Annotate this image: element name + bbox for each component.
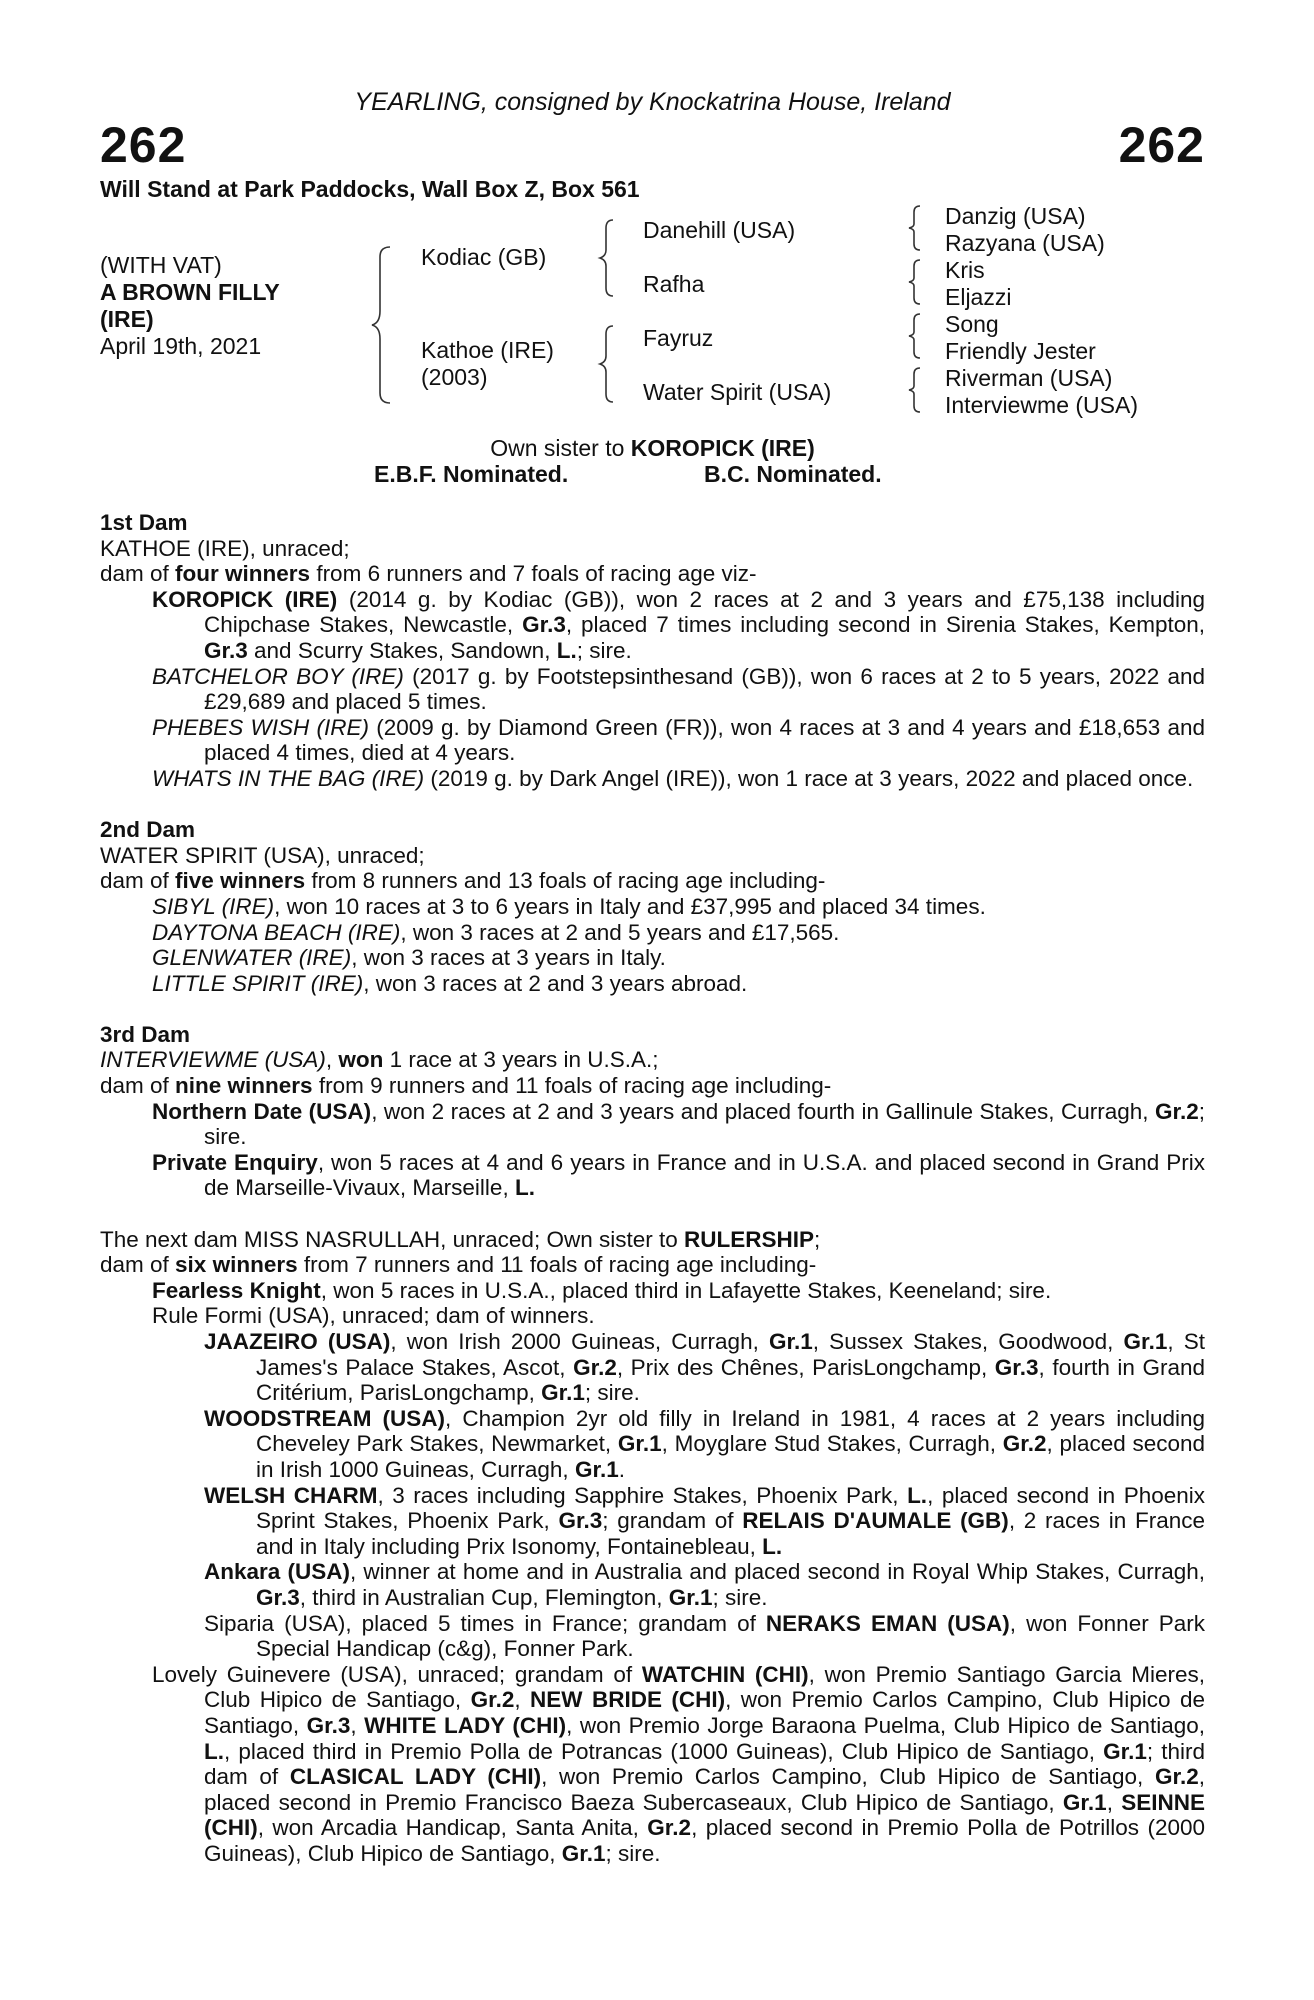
progeny-ankara: Ankara (USA), winner at home and in Australia and placed second in Royal Whip Stakes, Curragh, Gr.3, third in Australian Cup, Flemington, Gr.1; sire. bbox=[204, 1559, 1206, 1610]
pedigree-sire-dam: Rafha bbox=[643, 271, 705, 297]
dam-family-text: 1st Dam KATHOE (IRE), unraced; dam of four winners from 6 runners and 7 foals of racing age viz- KOROPICK (IRE) (2014 g. by Kodiac (GB)), won 2 races at 2 and 3 years and £75,138 including Chipchase Stakes, Newcastle, Gr.3, placed 7 times including second in Sirenia Stakes, Kempton, Gr.3 and Scurry Stakes, Sandown, L.; sire. BATCHELOR BOY (IRE) (2017 g. by Footstepsinthesand (GB)), won 6 races at 2 to 5 years, 2022 and £29,689 and placed 5 times. PHEBES WISH (IRE) (2009 g. by Diamond Green (FR)), won 4 races at 3 and 4 years and £18,653 and placed 4 times, died at 4 years. WHATS IN THE BAG (IRE) (2019 g. by Dark Angel (IRE)), won 1 race at 3 years, 2022 and placed once. 2nd Dam WATER SPIRIT (USA), unraced; dam of five winners from 8 runners and 13 foals of racing age including- SIBYL (IRE), won 10 races at 3 to 6 years in Italy and £37,995 and placed 34 times. DAYTONA BEACH (IRE), won 3 races at 2 and 5 years and £17,565. GLENWATER (IRE), won 3 races at 3 years in Italy. LITTLE SPIRIT (IRE), won 3 races at 2 and 3 years abroad. 3rd Dam INTERVIEWME (USA), won 1 race at 3 years in U.S.A.; dam of nine winners from 9 runners and 11 foals of racing age including- Northern Date (USA), won 2 races at 2 and 3 years and placed fourth in Gallinule Stakes, Curragh, Gr.2; sire. Private Enquiry, won 5 races at 4 and 6 years in France and in U.S.A. and placed second in Grand Prix de Marseille-Vivaux, Marseille, L. The next dam MISS NASRULLAH, unraced; Own sister to RULERSHIP; dam of six winners from 7 runners and 11 foals of racing age including- Fearless Knight, won 5 races in U.S.A., placed third in Lafayette Stakes, Keeneland; sire. Rule Formi (USA), unraced; dam of winners. JAAZEIRO (USA), won Irish 2000 Guineas, Curragh, Gr.1, Sussex Stakes, Goodwood, Gr.1, St James's Palace Stakes, Ascot, Gr.2, Prix des Chênes, ParisLongchamp, Gr.3, fourth in Grand Critérium, ParisLongchamp, Gr.1; sire. WOODSTREAM (USA), Champion 2yr old filly in Ireland in 1981, 4 races at 2 years including Cheveley Park Stakes, Newmarket, Gr.1, Moyglare Stud Stakes, Curragh, Gr.2, placed second in Irish 1000 Guineas, Curragh, Gr.1. WELSH CHARM, 3 races including Sapphire Stakes, Phoenix Park, L., placed second in Phoenix Sprint Stakes, Phoenix Park, Gr.3; grandam of RELAIS D'AUMALE (GB), 2 races in France and in Italy including Prix Isonomy, Fontainebleau, L. Ankara (USA), winner at home and in Australia and placed second in Royal Whip Stakes, Curragh, Gr.3, third in Australian Cup, Flemington, Gr.1; sire. Siparia (USA), placed 5 times in France; grandam of NERAKS EMAN (USA), won Fonner Park Special Handicap (c&g), Fonner Park. Lovely Guinevere (USA), unraced; grandam of WATCHIN (CHI), won Premio Santiago Garcia Mieres, Club Hipico de Santiago, Gr.2, NEW BRIDE (CHI), won Premio Carlos Campino, Club Hipico de Santiago, Gr.3, WHITE LADY (CHI), won Premio Jorge Baraona Puelma, Club Hipico de Santiago, L., placed third in Premio Polla de Potrancas (1000 Guineas), Club Hipico de Santiago, Gr.1; third dam of CLASICAL LADY (CHI), won Premio Carlos Campino, Club Hipico de Santiago, Gr.2, placed second in Premio Francisco Baeza Subercaseaux, Club Hipico de Santiago, Gr.1, SEINNE (CHI), won Arcadia Handicap, Santa Anita, Gr.2, placed second in Premio Polla de Potrillos (2000 Guineas), Club Hipico de Santiago, Gr.1; sire. bbox=[100, 510, 1206, 1866]
vat-note: (WITH VAT) bbox=[100, 252, 222, 278]
progeny-rule-formi: Rule Formi (USA), unraced; dam of winners. bbox=[152, 1303, 595, 1329]
pedigree-dam-year: (2003) bbox=[421, 364, 488, 390]
pedigree-brace-g4 bbox=[906, 366, 930, 414]
pedigree-dam: Kathoe (IRE) bbox=[421, 337, 554, 363]
progeny-little-spirit: LITTLE SPIRIT (IRE), won 3 races at 2 and 3 years abroad. bbox=[152, 970, 748, 996]
pedigree-g3-4: Eljazzi bbox=[945, 284, 1012, 310]
progeny-batchelor-boy: BATCHELOR BOY (IRE) (2017 g. by Footstepsinthesand (GB)), won 6 races at 2 to 5 years, 2022 and £29,689 and placed 5 times. bbox=[152, 663, 1205, 715]
progeny-woodstream: WOODSTREAM (USA), Champion 2yr old filly in Ireland in 1981, 4 races at 2 years including Cheveley Park Stakes, Newmarket, Gr.1, Moyglare Stud Stakes, Curragh, Gr.2, placed second in Irish 1000 Guineas, Curragh, Gr.1. bbox=[204, 1405, 1206, 1482]
lot-number-right: 262 bbox=[1118, 117, 1205, 173]
pedigree-brace-g1 bbox=[906, 204, 930, 252]
horse-description-country: (IRE) bbox=[100, 306, 154, 332]
pedigree-g3-2: Razyana (USA) bbox=[945, 230, 1105, 256]
next-dam-line: The next dam MISS NASRULLAH, unraced; Own sister to RULERSHIP; bbox=[100, 1226, 821, 1252]
stand-location: Will Stand at Park Paddocks, Wall Box Z, Box 561 bbox=[100, 176, 640, 202]
progeny-glenwater: GLENWATER (IRE), won 3 races at 3 years in Italy. bbox=[152, 945, 666, 971]
progeny-jaazeiro: JAAZEIRO (USA), won Irish 2000 Guineas, Curragh, Gr.1, Sussex Stakes, Goodwood, Gr.1, St James's Palace Stakes, Ascot, Gr.2, Prix des Chênes, ParisLongchamp, Gr.3, fourth in Grand Critérium, ParisLongchamp, Gr.1; sire. bbox=[204, 1329, 1206, 1406]
pedigree-dam-sire: Fayruz bbox=[643, 325, 714, 351]
pedigree-g3-8: Interviewme (USA) bbox=[945, 392, 1138, 418]
ebf-nominated: E.B.F. Nominated. bbox=[374, 461, 569, 487]
pedigree-g3-7: Riverman (USA) bbox=[945, 365, 1113, 391]
second-dam-heading: 2nd Dam bbox=[100, 817, 196, 843]
pedigree-brace-g3 bbox=[906, 312, 930, 360]
pedigree-brace-g2 bbox=[906, 258, 930, 306]
progeny-private-enquiry: Private Enquiry, won 5 races at 4 and 6 years in France and in U.S.A. and placed second in Grand Prix de Marseille-Vivaux, Marseille, L. bbox=[152, 1149, 1205, 1201]
progeny-welsh-charm: WELSH CHARM, 3 races including Sapphire Stakes, Phoenix Park, L., placed second in Phoenix Sprint Stakes, Phoenix Park, Gr.3; grandam of RELAIS D'AUMALE (GB), 2 races in France and in Italy including Prix Isonomy, Fontainebleau, L. bbox=[204, 1482, 1206, 1559]
progeny-koropick: KOROPICK (IRE) (2014 g. by Kodiac (GB)), won 2 races at 2 and 3 years and £75,138 including Chipchase Stakes, Newcastle, Gr.3, placed 7 times including second in Sirenia Stakes, Kempton, Gr.3 and Scurry Stakes, Sandown, L.; sire. bbox=[152, 586, 1205, 663]
progeny-lovely-guinevere: Lovely Guinevere (USA), unraced; grandam of WATCHIN (CHI), won Premio Santiago Garcia Mieres, Club Hipico de Santiago, Gr.2, NEW BRIDE (CHI), won Premio Carlos Campino, Club Hipico de Santiago, Gr.3, WHITE LADY (CHI), won Premio Jorge Baraona Puelma, Club Hipico de Santiago, L., placed third in Premio Polla de Potrancas (1000 Guineas), Club Hipico de Santiago, Gr.1; third dam of CLASICAL LADY (CHI), won Premio Carlos Campino, Club Hipico de Santiago, Gr.2, placed second in Premio Francisco Baeza Subercaseaux, Club Hipico de Santiago, Gr.1, SEINNE (CHI), won Arcadia Handicap, Santa Anita, Gr.2, placed second in Premio Polla de Potrillos (2000 Guineas), Club Hipico de Santiago, Gr.1; sire. bbox=[152, 1661, 1205, 1866]
own-sister-line: Own sister to KOROPICK (IRE) bbox=[490, 435, 815, 461]
progeny-sibyl: SIBYL (IRE), won 10 races at 3 to 6 years in Italy and £37,995 and placed 34 times. bbox=[152, 893, 986, 919]
pedigree-sire: Kodiac (GB) bbox=[421, 244, 547, 270]
third-dam-heading: 3rd Dam bbox=[100, 1021, 191, 1047]
pedigree-brace-main bbox=[370, 245, 410, 405]
consignment-line: YEARLING, consigned by Knockatrina House, Ireland bbox=[354, 88, 951, 116]
pedigree-brace-dam bbox=[597, 324, 627, 404]
progeny-northern-date: Northern Date (USA), won 2 races at 2 and 3 years and placed fourth in Gallinule Stakes, Curragh, Gr.2; sire. bbox=[152, 1098, 1206, 1150]
pedigree-g3-5: Song bbox=[945, 311, 999, 337]
pedigree-g3-6: Friendly Jester bbox=[945, 338, 1096, 364]
first-dam-heading: 1st Dam bbox=[100, 510, 188, 535]
progeny-fearless-knight: Fearless Knight, won 5 races in U.S.A., placed third in Lafayette Stakes, Keeneland; sire. bbox=[152, 1277, 1052, 1303]
progeny-whats-in-the-bag: WHATS IN THE BAG (IRE) (2019 g. by Dark Angel (IRE)), won 1 race at 3 years, 2022 and placed once. bbox=[152, 765, 1194, 791]
progeny-daytona-beach: DAYTONA BEACH (IRE), won 3 races at 2 and 5 years and £17,565. bbox=[152, 919, 840, 945]
bc-nominated: B.C. Nominated. bbox=[704, 461, 882, 487]
foaling-date: April 19th, 2021 bbox=[100, 333, 262, 359]
pedigree-dam-dam: Water Spirit (USA) bbox=[643, 379, 832, 405]
pedigree-g3-3: Kris bbox=[945, 257, 985, 283]
pedigree-sire-sire: Danehill (USA) bbox=[643, 217, 796, 243]
lot-number-left: 262 bbox=[100, 117, 187, 173]
pedigree-brace-sire bbox=[597, 218, 627, 298]
horse-description: A BROWN FILLY bbox=[100, 279, 280, 305]
progeny-phebes-wish: PHEBES WISH (IRE) (2009 g. by Diamond Green (FR)), won 4 races at 3 and 4 years and £18,653 and placed 4 times, died at 4 years. bbox=[152, 714, 1205, 766]
pedigree-g3-1: Danzig (USA) bbox=[945, 203, 1086, 229]
progeny-siparia: Siparia (USA), placed 5 times in France; grandam of NERAKS EMAN (USA), won Fonner Park Special Handicap (c&g), Fonner Park. bbox=[204, 1610, 1206, 1662]
